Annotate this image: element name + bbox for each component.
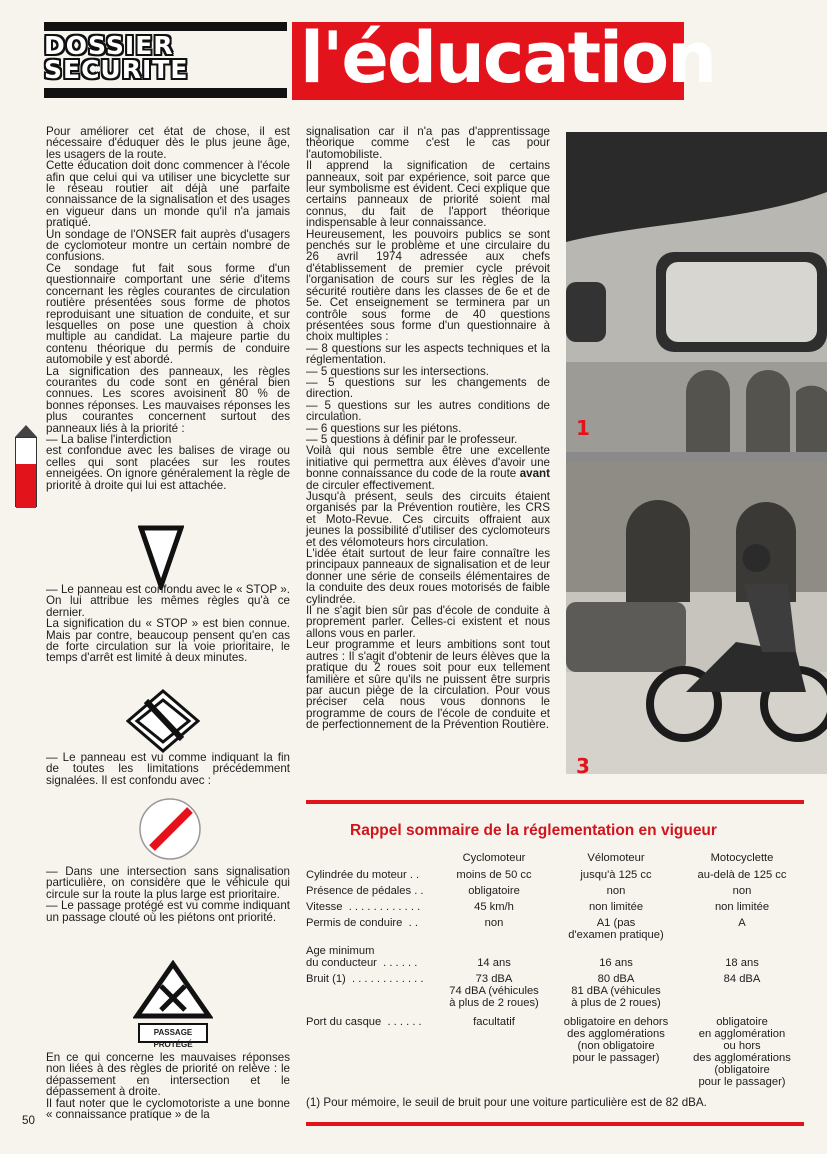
- table-cell: obligatoire en dehors des agglomérations (non obligatoire pour le passager): [563, 1016, 669, 1064]
- kicker-line-1: DOSSIER: [44, 31, 174, 60]
- paragraph: signalisation car il n'a pas d'apprentissage théorique comme c'est le cas pour l'automobiliste.: [306, 125, 550, 161]
- section-rule-bottom: [306, 1122, 804, 1126]
- table-cell: non: [606, 885, 626, 897]
- paragraph: Pour améliorer cet état de chose, il est nécessaire d'éduquer dès le plus jeune âge, les usagers de la route.: [46, 125, 290, 161]
- page-number: 50: [22, 1114, 35, 1127]
- paragraph: Il apprend la signification de certains panneaux, soit par expérience, soit parce que leur symbolisme est évident. Ceci explique que certains panneaux de priorité soient mal connus, du fait de l'apport théorique indispensable à leur connaissance.: [306, 159, 550, 230]
- list-item: — 6 questions sur les piétons.: [306, 421, 462, 435]
- list-item: — 5 questions sur les intersections.: [306, 364, 490, 378]
- paragraph: — Le panneau est confondu avec le « STOP ». On lui attribue les mêmes règles qu'à ce dernier.: [46, 583, 290, 619]
- table-cell: 18 ans: [725, 957, 759, 969]
- column-header: Cyclomoteur: [462, 852, 526, 864]
- paragraph: — La balise l'interdiction: [46, 432, 172, 446]
- table-cell: 80 dBA 81 dBA (véhicules à plus de 2 roues): [571, 973, 661, 1009]
- row-label: Vitesse . . . . . . . . . . . .: [306, 901, 421, 913]
- table-cell: facultatif: [473, 1016, 515, 1028]
- photo-label-1: 1: [576, 416, 590, 440]
- table-cell: non limitée: [714, 901, 770, 913]
- row-label: Cylindrée du moteur . .: [306, 869, 420, 881]
- passage-protege-label: PASSAGE PROTÉGÉ: [153, 1028, 193, 1049]
- list-item: — 5 questions sur les autres conditions de circulation.: [306, 398, 550, 424]
- list-item: — 5 questions à définir par le professeur.: [306, 432, 518, 446]
- paragraph: — Dans une intersection sans signalisation particulière, on considère que le véhicule qui circule sur la route la plus large est prioritaire.: [46, 865, 290, 901]
- photo-label-3: 3: [576, 754, 590, 778]
- row-label: Bruit (1) . . . . . . . . . . . .: [306, 973, 424, 985]
- paragraph: La signification des panneaux, les règles courantes du code sont en général bien connues. Les scores avoisinent 80 % de bonnes réponses. Les mauvaises réponses les plus courantes concernent surtout des panneaux liés à la priorité :: [46, 364, 290, 435]
- row-label: Age minimum du conducteur . . . . . .: [306, 945, 418, 969]
- table-cell: 16 ans: [599, 957, 633, 969]
- table-cell: 14 ans: [477, 957, 511, 969]
- table-cell: moins de 50 cc: [456, 869, 532, 881]
- paragraph: — Le panneau est vu comme indiquant la fin de toutes les limitations précédemment signalées. Il est confondu avec :: [46, 751, 290, 787]
- table-cell: A: [738, 917, 746, 929]
- paragraph: Ce sondage fut fait sous forme d'un questionnaire comportant une série d'items concernant les règles courantes de circulation routière présentées sous forme de photos reproduisant une situation de conduite, et sur lesquelles on pose une question à choix multiple au candidat. La majeure partie du contenu théorique du permis de conduire automobile y est abordé.: [46, 261, 290, 367]
- table-cell: non limitée: [588, 901, 644, 913]
- paragraph: Heureusement, les pouvoirs publics se sont penchés sur le problème et une circulaire du 26 avril 1974 adressée aux chefs d'établissement de premier cycle prévoit l'organisation de cours sur les règles de la sécurité routière dans les classes de 6e et de 5e. Cet enseignement se terminera par un contrôle sous forme de 40 questions présentées sous forme d'un questionnaire à choix multiples :: [306, 227, 550, 344]
- paragraph: Jusqu'à présent, seuls des circuits étaient organisés par la Prévention routière, les CRS et Moto-Revue. Ces circuits offraient aux jeunes la possibilité d'utiliser des cyclomoteurs et des vélomoteurs hors circulation.: [306, 490, 550, 549]
- table-cell: 45 km/h: [474, 901, 514, 913]
- table-cell: 73 dBA 74 dBA (véhicules à plus de 2 roues): [449, 973, 539, 1009]
- table-cell: 84 dBA: [723, 973, 761, 985]
- paragraph: est confondue avec les balises de virage ou celles qui sont placées sur les routes enneigées. On ignore généralement la règle de priorité à droite qui lui est attachée.: [46, 444, 290, 492]
- paragraph: La signification du « STOP » est bien connue. Mais par contre, beaucoup pensent qu'en cas de forte circulation sur la voie prioritaire, le temps d'arrêt est limité à deux minutes.: [46, 617, 290, 665]
- column-header: Vélomoteur: [587, 852, 645, 864]
- table-cell: obligatoire en agglomération ou hors des agglomérations (obligatoire pour le passager): [693, 1016, 791, 1088]
- table-cell: jusqu'à 125 cc: [580, 869, 652, 881]
- paragraph: Leur programme et leurs ambitions sont tout autres : Il s'agit d'obtenir de leurs élèves que la pratique du 2 roues soit pour eux tellement familière et sûre qu'ils ne puissent être surpris par aucun piège de la circulation. Pour vous préciser cela nous vous donnons le programme de cours de l'école de conduite et de perfectionnement de la Prévention Routière.: [306, 638, 550, 732]
- list-item: — 5 questions sur les changements de direction.: [306, 375, 550, 401]
- table-footnote: (1) Pour mémoire, le seuil de bruit pour une voiture particulière est de 82 dBA.: [306, 1096, 707, 1109]
- paragraph: Il ne s'agit bien sûr pas d'école de conduite à proprement parler. Celles-ci existent et nous allons vous en parler.: [306, 604, 550, 640]
- row-label: Permis de conduire . .: [306, 917, 418, 929]
- paragraph: Cette éducation doit donc commencer à l'école afin que celui qui va utiliser une bicyclette sur le réseau routier ait déjà une parfaite connaissance de la signalisation et des usages en vigueur dans un monde qu'il n'a jamais pratiqué.: [46, 159, 290, 230]
- kicker-line-2: SECURITE: [44, 55, 189, 84]
- paragraph: En ce qui concerne les mauvaises réponses non liées à des règles de priorité on relève : le dépassement en intersection et le dépassement à droite.: [46, 1051, 290, 1099]
- paragraph: — Le passage protégé est vu comme indiquant un passage clouté où les piétons ont priorité.: [46, 899, 290, 924]
- row-label: Port du casque . . . . . .: [306, 1016, 422, 1028]
- paragraph: L'idée était surtout de leur faire connaître les principaux panneaux de signalisation et de leur donner une série de conseils élémentaires de la conduite des deux roues motorisés de faible cylindrée.: [306, 547, 550, 606]
- paragraph: Voilà qui nous semble être une excellente initiative qui permettra aux élèves d'avoir une bonne connaissance du code de la route avant de circuler effectivement.: [306, 444, 550, 492]
- table-cell: au-delà de 125 cc: [697, 869, 787, 881]
- table-title: Rappel sommaire de la réglementation en vigueur: [350, 822, 717, 839]
- emphasis: avant: [519, 467, 550, 481]
- table-cell: non: [732, 885, 752, 897]
- row-label: Présence de pédales . .: [306, 885, 424, 897]
- page-title: l'éducation: [300, 17, 715, 99]
- table-cell: obligatoire: [468, 885, 520, 897]
- list-item: — 8 questions sur les aspects techniques et la réglementation.: [306, 341, 550, 367]
- paragraph: Il faut noter que le cyclomotoriste a une bonne « connaissance pratique » de la: [46, 1096, 290, 1122]
- column-header: Motocyclette: [710, 852, 774, 864]
- table-cell: non: [484, 917, 504, 929]
- paragraph: Un sondage de l'ONSER fait auprès d'usagers de cyclomoteur montre un certain nombre de confusions.: [46, 227, 290, 264]
- table-cell: A1 (pas d'examen pratique): [568, 917, 664, 941]
